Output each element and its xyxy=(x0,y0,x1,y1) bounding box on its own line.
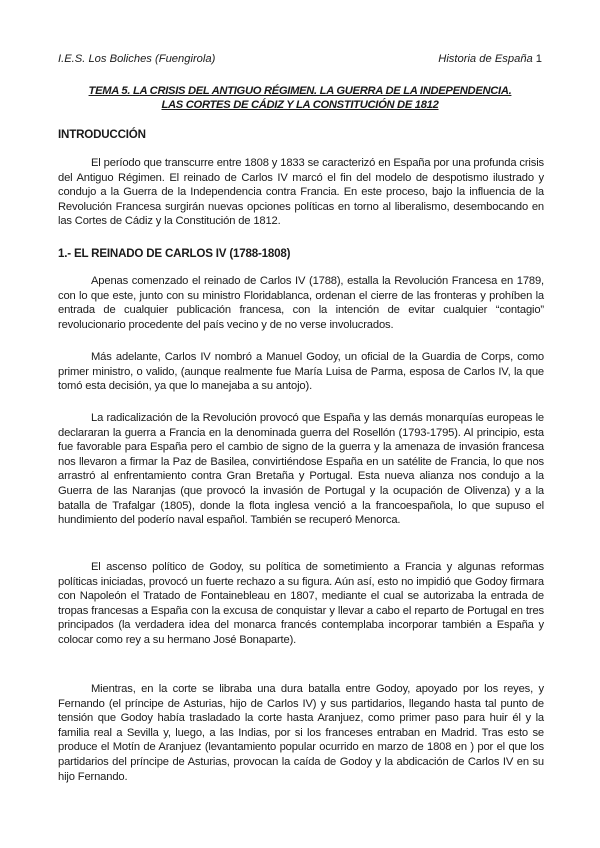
section-1-paragraph-2: Más adelante, Carlos IV nombró a Manuel Godoy, un oficial de la Guardia de Corps, como primer ministro, o valido, (aunque realmente fue María Luisa de Parma, esposa de Carlos IV, la que tomó esta decisión, ya que lo manejaba a su antojo). xyxy=(58,351,544,393)
section-1-paragraph-3: La radicalización de la Revolución provocó que España y las demás monarquías europeas le declararan la guerra a Francia en la denominada guerra del Rosellón (1793-1795). Al principio, esta fue favorable para España pero el cambio de signo de la guerra y la amenaza de invasión francesa nos llevaron a firmar la Paz de Basilea, convirtiéndose España en un satélite de Francia, lo que nos arrastró al enfrentamiento contra Gran Bretaña y Portugal. Esta nueva alianza nos condujo a la Guerra de las Naranjas (que provocó la invasión de Portugal y la ocupación de Olivenza) y a la batalla de Trafalgar (1805), donde la flota inglesa venció a la francoespañola, lo que supuso el hundimiento del poderío naval español. También se recuperó Menorca. xyxy=(58,412,544,527)
section-1-paragraph-5: Mientras, en la corte se libraba una dura batalla entre Godoy, apoyado por los reyes, y Fernando (el príncipe de Asturias, hijo de Carlos IV) y sus partidarios, llegando hasta tal punto de tensión que Godoy había trasladado la corte hasta Aranjuez, como primer paso para huir él y la familia real a Sevilla y, luego, a las Indias, por si los franceses entraban en Madrid. Tras esto se produce el Motín de Aranjuez (levantamiento popular ocurrido en marzo de 1808 en ) por el que los partidarios del príncipe de Asturias, provocan la caída de Godoy y la abdicación de Carlos IV en su hijo Fernando. xyxy=(58,683,544,783)
page-number: 1 xyxy=(535,53,542,65)
page-header xyxy=(58,53,542,65)
title-line-2: LAS CORTES DE CÁDIZ Y LA CONSTITUCIÓN DE 1812 xyxy=(161,99,439,111)
header-subject-title: Historia de España xyxy=(438,53,533,65)
section-1-paragraph-4: El ascenso político de Godoy, su política de sometimiento a Francia y algunas reformas políticas iniciadas, provocó un fuerte rechazo a su figura. Aún así, esto no impidió que Godoy firmara con Napoleón el Tratado de Fontainebleau en 1807, mediante el cual se autorizaba la entrada de tropas francesas a España con la excusa de conquistar y llevar a cabo el reparto de Portugal en tres principados (la verdadera idea del monarca francés contemplaba incorporar también a España y colocar como rey a su hermano José Bonaparte). xyxy=(58,561,544,646)
header-subject xyxy=(438,53,542,65)
document-title xyxy=(58,84,542,112)
intro-paragraph: El período que transcurre entre 1808 y 1833 se caracterizó en España por una profunda crisis del Antiguo Régimen. El reinado de Carlos IV marcó el fin del modelo de despotismo ilustrado y condujo a la Guerra de la Independencia contra Francia. En este proceso, bajo la influencia de la Revolución Francesa surgirán nuevas opciones políticas en torno al liberalismo, desembocando en las Cortes de Cádiz y la Constitución de 1812. xyxy=(58,157,544,228)
header-school: I.E.S. Los Boliches (Fuengirola) xyxy=(58,53,216,65)
title-line-1: TEMA 5. LA CRISIS DEL ANTIGUO RÉGIMEN. LA GUERRA DE LA INDEPENDENCIA. xyxy=(88,85,512,97)
section-1-heading: 1.- EL REINADO DE CARLOS IV (1788-1808) xyxy=(58,247,291,260)
intro-heading: INTRODUCCIÓN xyxy=(58,128,146,141)
section-1-paragraph-1: Apenas comenzado el reinado de Carlos IV (1788), estalla la Revolución Francesa en 1789, con lo que este, junto con su ministro Floridablanca, ordenan el cierre de las fronteras y prohíben la entrada de cualquier publicación francesa, con la intención de evitar cualquier “contagio” revolucionario procedente del país vecino y de no verse involucrados. xyxy=(58,275,544,331)
